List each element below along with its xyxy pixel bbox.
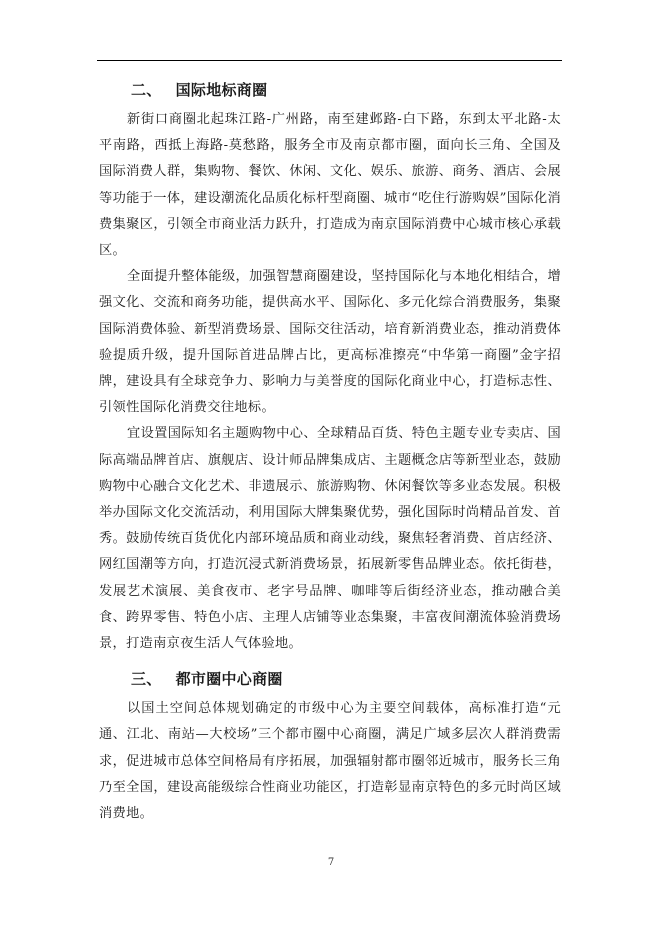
paragraph: 全面提升整体能级，加强智慧商圈建设，坚持国际化与本地化相结合，增强文化、交流和商务功能，提供高水平、国际化、多元化综合消费服务，集聚国际消费体验、新型消费场景、国际交往活动，培育新消费业态，推动消费体验提质升级，提升国际首进品牌占比，更高标准擦亮“中华第一商圈”金字招牌，建设具有全球竞争力、影响力与美誉度的国际化商业中心，打造标志性、引领性国际化消费交往地标。 [99,269,561,416]
section-title: 国际地标商圈 [175,81,268,99]
document-body [99,80,561,827]
section-heading-metropolitan-center [99,669,561,689]
page-number: 7 [327,857,335,868]
section-number: 二、 [131,81,162,99]
paragraph: 新街口商圈北起珠江路-广州路，南至建邺路-白下路，东到太平北路-太平南路，西抵上海路-莫愁路，服务全市及南京都市圈，面向长三角、全国及国际消费人群，集购物、餐饮、休闲、文化、娱乐、旅游、商务、酒店、会展等功能于一体，建设潮流化品质化标杆型商圈、城市“吃住行游购娱”国际化消费集聚区，引领全市商业活力跃升，打造成为南京国际消费中心城市核心承载区。 [99,112,561,259]
section-number: 三、 [131,670,162,689]
paragraph: 以国土空间总体规划确定的市级中心为主要空间载体，高标准打造“元通、江北、南站—大校场”三个都市圈中心商圈，满足广域多层次人群消费需求，促进城市总体空间格局有序拓展，加强辐射都市圈邻近城市，服务长三角乃至全国，建设高能级综合性商业功能区，打造彰显南京特色的多元时尚区域消费地。 [99,701,561,822]
paragraph: 宜设置国际知名主题购物中心、全球精品百货、特色主题专业专卖店、国际高端品牌首店、旗舰店、设计师品牌集成店、主题概念店等新型业态，鼓励购物中心融合文化艺术、非遗展示、旅游购物、休闲餐饮等多业态发展。积极举办国际文化交流活动，利用国际大牌集聚优势，强化国际时尚精品首发、首秀。鼓励传统百货优化内部环境品质和商业动线，聚焦轻奢消费、首店经济、网红国潮等方向，打造沉浸式新消费场景，拓展新零售品牌业态。依托街巷，发展艺术演展、美食夜市、老字号品牌、咖啡等后街经济业态，推动融合美食、跨界零售、特色小店、主理人店铺等业态集聚，丰富夜间潮流体验消费场景，打造南京夜生活人气体验地。 [99,426,561,652]
section-heading-international-landmark [99,80,561,100]
section-title: 都市圈中心商圈 [175,670,283,689]
header-rule [97,60,562,61]
